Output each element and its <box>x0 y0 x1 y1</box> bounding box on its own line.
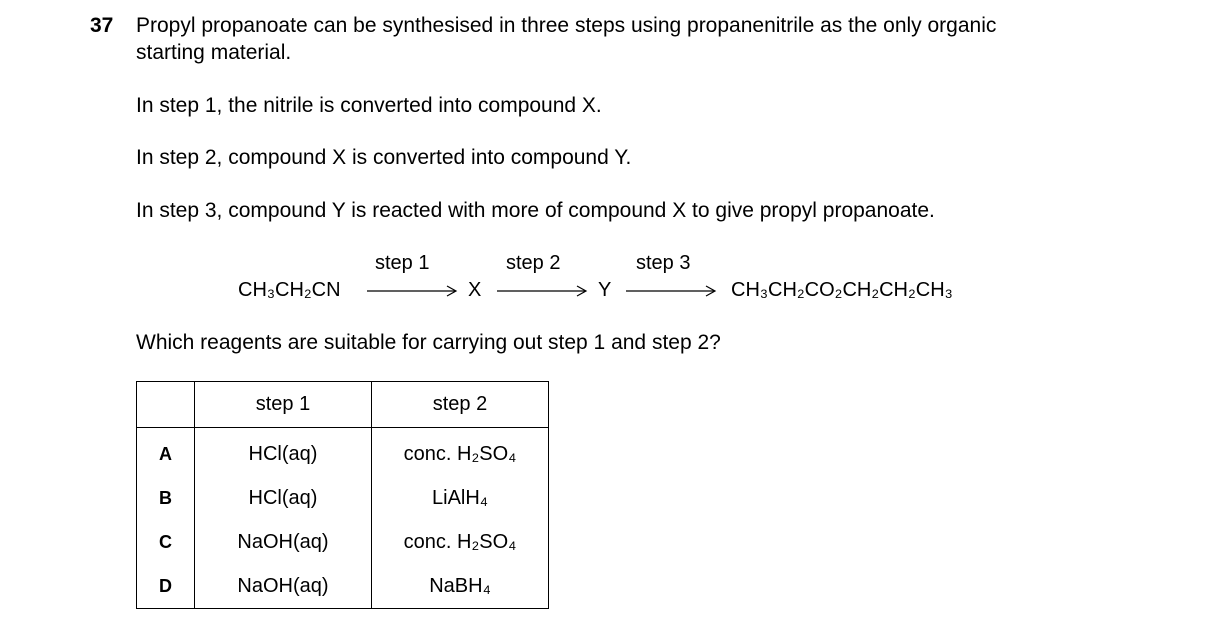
step-2-description: In step 2, compound X is converted into compound Y. <box>136 146 632 169</box>
header-step-1: step 1 <box>195 382 372 428</box>
reaction-arrow-1-head <box>447 286 456 296</box>
table-header-row <box>137 382 549 428</box>
table-row <box>137 564 549 609</box>
step-1-description: In step 1, the nitrile is converted into compound X. <box>136 94 602 117</box>
option-letter: D <box>137 564 195 609</box>
compound-x: X <box>468 279 482 301</box>
question-prompt: Which reagents are suitable for carrying out step 1 and step 2? <box>136 331 721 354</box>
step-1-reagent: HCl(aq) <box>195 428 372 477</box>
reaction-arrow-3-head <box>706 286 715 296</box>
option-letter: B <box>137 476 195 520</box>
compound-y: Y <box>598 279 612 301</box>
option-letter: C <box>137 520 195 564</box>
header-option <box>137 382 195 428</box>
step-1-reagent: NaOH(aq) <box>195 564 372 609</box>
header-step-2: step 2 <box>372 382 549 428</box>
question-intro-line-2: starting material. <box>136 41 292 64</box>
arrow-3-label: step 3 <box>636 252 691 274</box>
step-2-reagent: LiAlH₄ <box>372 476 549 520</box>
table-row <box>137 476 549 520</box>
step-1-reagent: HCl(aq) <box>195 476 372 520</box>
reagents-table <box>136 381 549 609</box>
arrow-2-label: step 2 <box>506 252 561 274</box>
step-1-reagent: NaOH(aq) <box>195 520 372 564</box>
product: CH₃CH₂CO₂CH₂CH₂CH₃ <box>731 279 953 301</box>
table-row <box>137 520 549 564</box>
step-2-reagent: conc. H₂SO₄ <box>372 520 549 564</box>
table-row <box>137 428 549 477</box>
question-number: 37 <box>90 14 114 37</box>
step-2-reagent: conc. H₂SO₄ <box>372 428 549 477</box>
step-2-reagent: NaBH₄ <box>372 564 549 609</box>
arrow-1-label: step 1 <box>375 252 430 274</box>
step-3-description: In step 3, compound Y is reacted with more of compound X to give propyl propanoate. <box>136 199 935 222</box>
option-letter: A <box>137 428 195 477</box>
question-intro-line-1: Propyl propanoate can be synthesised in three steps using propanenitrile as the only organic <box>136 14 997 37</box>
reaction-arrow-2-head <box>577 286 586 296</box>
starting-material: CH₃CH₂CN <box>238 279 341 301</box>
